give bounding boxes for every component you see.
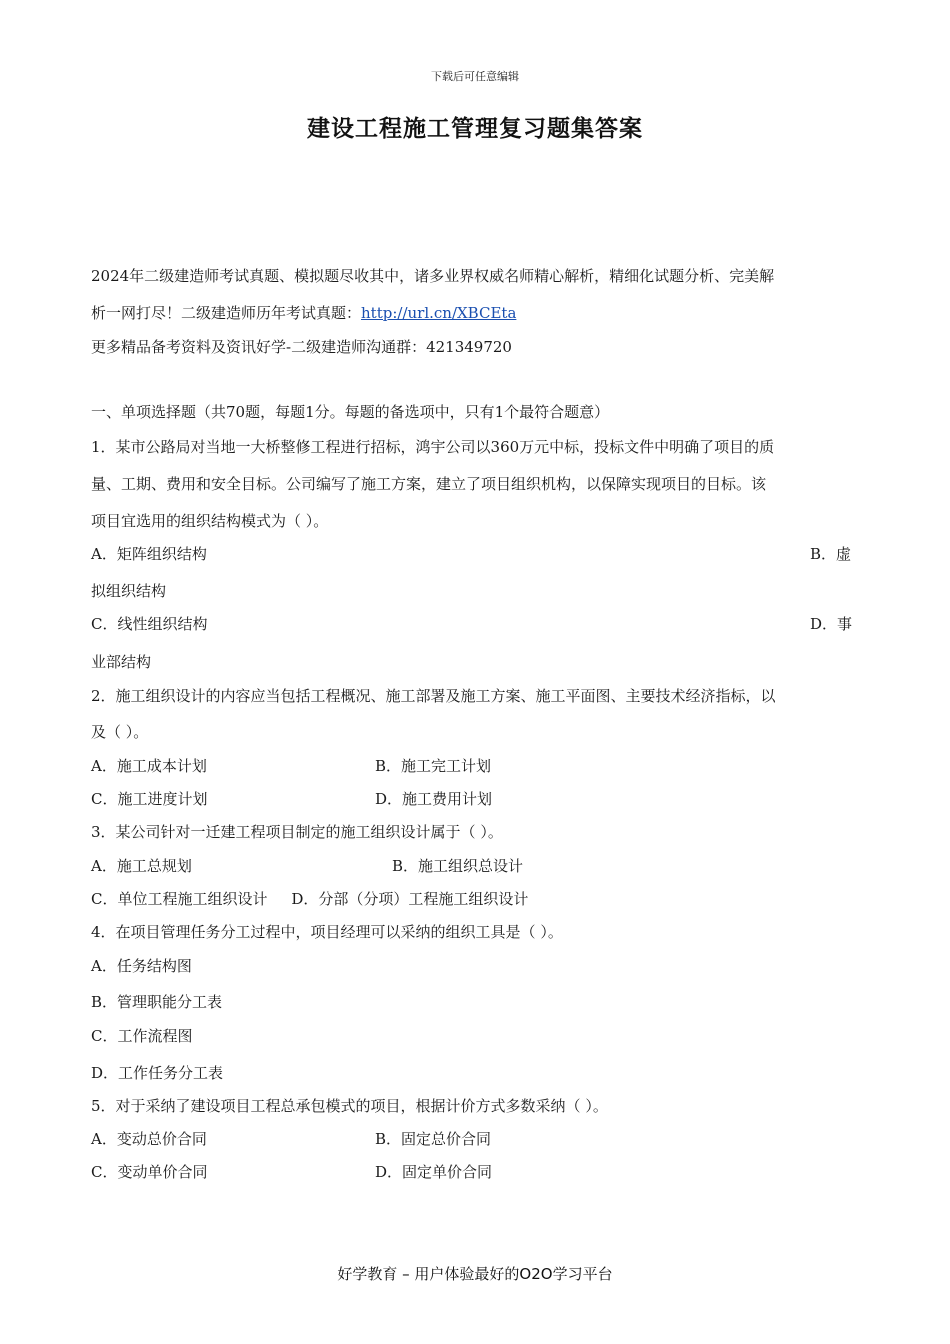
page-footer: 好学教育 – 用户体验最好的O2O学习平台 <box>337 1265 613 1283</box>
question-4-option-c: C．工作流程图 <box>91 1027 193 1045</box>
header-note: 下载后可任意编辑 <box>431 70 519 83</box>
question-4-stem: 4．在项目管理任务分工过程中，项目经理可以采纳的组织工具是（ ）。 <box>91 923 563 941</box>
question-1-option-a: A．矩阵组织结构 <box>91 545 207 563</box>
question-5-option-c: C．变动单价合同 <box>91 1163 208 1181</box>
question-3-option-c-d: C．单位工程施工组织设计 D．分部（分项）工程施工组织设计 <box>91 890 529 908</box>
question-5-option-b: B．固定总价合同 <box>375 1130 492 1148</box>
question-4-option-a: A．任务结构图 <box>91 957 192 975</box>
question-1-stem-line-2: 量、工期、费用和安全目标。公司编写了施工方案，建立了项目组织机构，以保障实现项目的目标。该 <box>91 475 767 493</box>
section-heading: 一、单项选择题（共70题，每题1分。每题的备选项中，只有1个最符合题意） <box>91 403 610 421</box>
intro-line-1: 2024年二级建造师考试真题、模拟题尽收其中，诸多业界权威名师精心解析，精细化试题分析、完美解 <box>91 267 775 285</box>
question-1-option-c: C．线性组织结构 <box>91 615 208 633</box>
question-3-stem: 3．某公司针对一迁建工程项目制定的施工组织设计属于（ ）。 <box>91 823 503 841</box>
question-1-option-d-tail: 业部结构 <box>91 653 152 671</box>
question-5-stem: 5．对于采纳了建设项目工程总承包模式的项目，根据计价方式多数采纳（ ）。 <box>91 1097 608 1115</box>
question-2-option-c: C．施工进度计划 <box>91 790 208 808</box>
page-title: 建设工程施工管理复习题集答案 <box>307 116 643 142</box>
question-3-option-b: B．施工组织总设计 <box>392 857 524 875</box>
question-1-stem-line-3: 项目宜选用的组织结构模式为（ ）。 <box>91 512 329 530</box>
question-1-option-d-head: D．事 <box>810 615 853 633</box>
question-4-option-d: D．工作任务分工表 <box>91 1064 224 1082</box>
intro-line-3: 更多精品备考资料及资讯好学-二级建造师沟通群：421349720 <box>91 338 512 356</box>
question-2-option-a: A．施工成本计划 <box>91 757 207 775</box>
question-2-stem-line-1: 2．施工组织设计的内容应当包括工程概况、施工部署及施工方案、施工平面图、主要技术经济指标，以 <box>91 687 776 705</box>
exam-link[interactable]: http://url.cn/XBCEta <box>361 304 517 322</box>
intro-line-2-text: 析一网打尽！二级建造师历年考试真题： <box>91 304 362 322</box>
question-1-option-b-head: B．虚 <box>810 545 852 563</box>
intro-line-2 <box>91 303 516 323</box>
question-3-option-a: A．施工总规划 <box>91 857 192 875</box>
question-2-option-d: D．施工费用计划 <box>375 790 493 808</box>
question-4-option-b: B．管理职能分工表 <box>91 993 223 1011</box>
question-5-option-a: A．变动总价合同 <box>91 1130 207 1148</box>
question-1-stem-line-1: 1．某市公路局对当地一大桥整修工程进行招标，鸿宇公司以360万元中标，投标文件中明确了项目的质 <box>91 438 775 456</box>
question-2-stem-line-2: 及（ ）。 <box>91 723 149 741</box>
question-2-option-b: B．施工完工计划 <box>375 757 492 775</box>
question-1-option-b-tail: 拟组织结构 <box>91 582 167 600</box>
question-5-option-d: D．固定单价合同 <box>375 1163 493 1181</box>
